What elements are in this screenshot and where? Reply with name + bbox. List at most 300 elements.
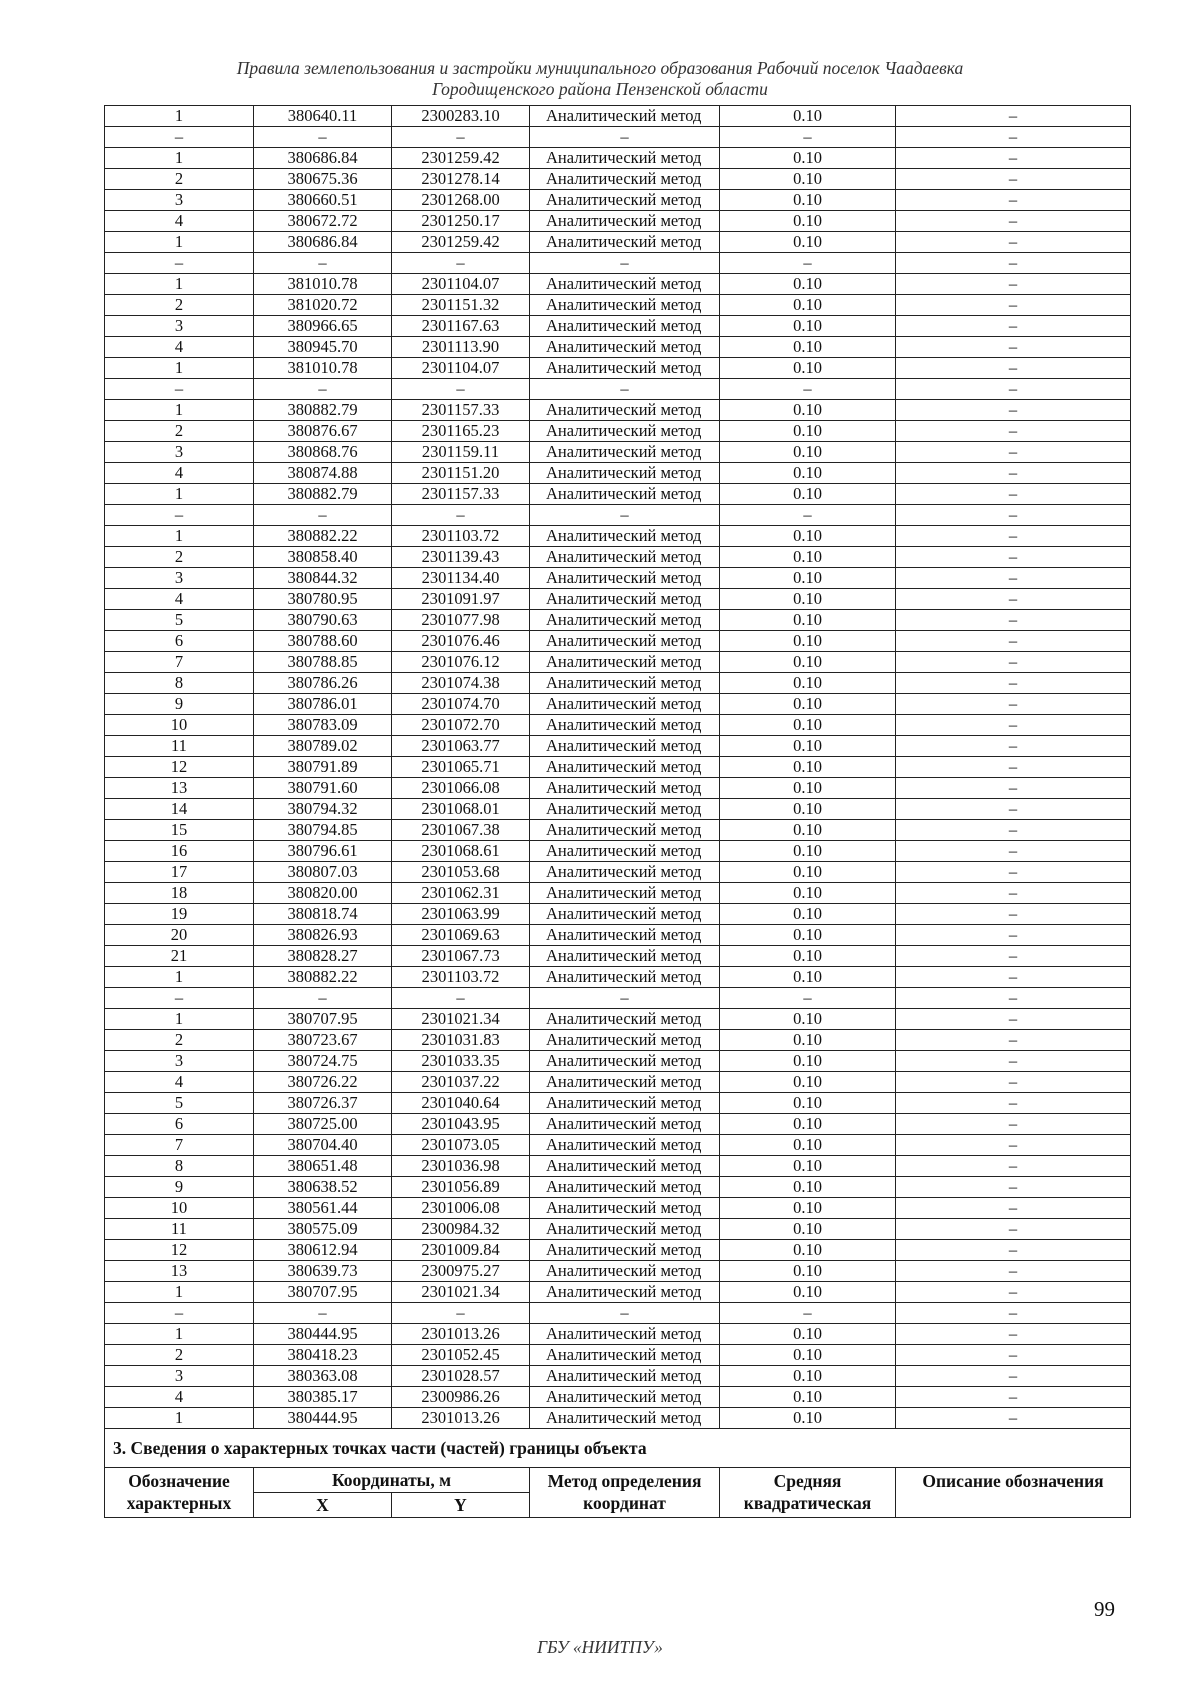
coord-y: 2301037.22 <box>392 1072 530 1093</box>
point-number: 1 <box>105 148 254 169</box>
rms-error: – <box>720 127 896 148</box>
point-number: 7 <box>105 1135 254 1156</box>
point-number: 11 <box>105 1219 254 1240</box>
coord-x: 380818.74 <box>254 904 392 925</box>
rms-error: 0.10 <box>720 1240 896 1261</box>
rms-error: – <box>720 253 896 274</box>
rms-error: 0.10 <box>720 1387 896 1408</box>
point-number: 1 <box>105 1408 254 1429</box>
table-row <box>105 904 1131 925</box>
description: – <box>896 1303 1131 1324</box>
header-rms: Средняя квадратическая <box>720 1468 896 1518</box>
table-row <box>105 1135 1131 1156</box>
rms-error: 0.10 <box>720 1345 896 1366</box>
coord-y: – <box>392 127 530 148</box>
coord-y: – <box>392 505 530 526</box>
method: Аналитический метод <box>530 1009 720 1030</box>
page-number: 99 <box>1094 1597 1115 1621</box>
rms-error: 0.10 <box>720 736 896 757</box>
method: Аналитический метод <box>530 316 720 337</box>
description: – <box>896 421 1131 442</box>
point-number: 3 <box>105 568 254 589</box>
rms-error: 0.10 <box>720 547 896 568</box>
coord-x: 380707.95 <box>254 1009 392 1030</box>
method: Аналитический метод <box>530 400 720 421</box>
description: – <box>896 358 1131 379</box>
rms-error: 0.10 <box>720 1198 896 1219</box>
table-row <box>105 400 1131 421</box>
coord-x: 380707.95 <box>254 1282 392 1303</box>
point-number: 11 <box>105 736 254 757</box>
table-row <box>105 1240 1131 1261</box>
method: Аналитический метод <box>530 820 720 841</box>
description: – <box>896 1387 1131 1408</box>
section-3 <box>105 1429 1131 1518</box>
table-row <box>105 988 1131 1009</box>
coord-x: 380686.84 <box>254 148 392 169</box>
coord-y: 2301068.01 <box>392 799 530 820</box>
coord-y: – <box>392 988 530 1009</box>
method: Аналитический метод <box>530 568 720 589</box>
description: – <box>896 799 1131 820</box>
table-row <box>105 1177 1131 1198</box>
point-number: 8 <box>105 1156 254 1177</box>
table-row <box>105 715 1131 736</box>
method: Аналитический метод <box>530 715 720 736</box>
coord-y: 2301006.08 <box>392 1198 530 1219</box>
coord-x: 380858.40 <box>254 547 392 568</box>
header-y: Y <box>392 1493 530 1518</box>
description: – <box>896 715 1131 736</box>
point-number: 2 <box>105 169 254 190</box>
coord-x: 380820.00 <box>254 883 392 904</box>
description: – <box>896 652 1131 673</box>
coord-x: 380675.36 <box>254 169 392 190</box>
coord-y: 2301073.05 <box>392 1135 530 1156</box>
description: – <box>896 1114 1131 1135</box>
point-number: 16 <box>105 841 254 862</box>
table-row <box>105 379 1131 400</box>
table-row <box>105 211 1131 232</box>
coord-x: 380418.23 <box>254 1345 392 1366</box>
point-number: 5 <box>105 1093 254 1114</box>
coord-x: 381010.78 <box>254 274 392 295</box>
coord-x: 380651.48 <box>254 1156 392 1177</box>
rms-error: 0.10 <box>720 484 896 505</box>
description: – <box>896 631 1131 652</box>
rms-error: 0.10 <box>720 589 896 610</box>
coord-x: 380786.01 <box>254 694 392 715</box>
rms-error: 0.10 <box>720 421 896 442</box>
method: Аналитический метод <box>530 1114 720 1135</box>
coord-x: 380788.85 <box>254 652 392 673</box>
coord-x: 380724.75 <box>254 1051 392 1072</box>
coord-y: 2301091.97 <box>392 589 530 610</box>
coord-y: 2300984.32 <box>392 1219 530 1240</box>
header-x: X <box>254 1493 392 1518</box>
table-row <box>105 1114 1131 1135</box>
table-row <box>105 505 1131 526</box>
point-number: – <box>105 988 254 1009</box>
rms-error: 0.10 <box>720 1408 896 1429</box>
description: – <box>896 379 1131 400</box>
header-method: Метод определения координат <box>530 1468 720 1518</box>
method: Аналитический метод <box>530 1135 720 1156</box>
coord-x: 380640.11 <box>254 106 392 127</box>
coord-y: 2301031.83 <box>392 1030 530 1051</box>
coord-x: 380966.65 <box>254 316 392 337</box>
rms-error: 0.10 <box>720 1114 896 1135</box>
point-number: 4 <box>105 463 254 484</box>
table-row <box>105 610 1131 631</box>
coord-x: 380672.72 <box>254 211 392 232</box>
coord-x: 380794.32 <box>254 799 392 820</box>
table-row <box>105 547 1131 568</box>
table-row <box>105 526 1131 547</box>
description: – <box>896 274 1131 295</box>
coord-y: 2301268.00 <box>392 190 530 211</box>
method: Аналитический метод <box>530 904 720 925</box>
table-row <box>105 1219 1131 1240</box>
description: – <box>896 1324 1131 1345</box>
point-number: 2 <box>105 547 254 568</box>
table-row <box>105 1093 1131 1114</box>
point-number: 1 <box>105 967 254 988</box>
point-number: 3 <box>105 1366 254 1387</box>
rms-error: 0.10 <box>720 295 896 316</box>
method: Аналитический метод <box>530 1282 720 1303</box>
coord-y: 2301066.08 <box>392 778 530 799</box>
point-number: 13 <box>105 1261 254 1282</box>
coord-x: 380363.08 <box>254 1366 392 1387</box>
point-number: 13 <box>105 778 254 799</box>
coord-y: 2301067.73 <box>392 946 530 967</box>
description: – <box>896 1345 1131 1366</box>
coord-y: 2301103.72 <box>392 967 530 988</box>
coord-y: 2301053.68 <box>392 862 530 883</box>
description: – <box>896 337 1131 358</box>
coord-x: 380874.88 <box>254 463 392 484</box>
method: Аналитический метод <box>530 1072 720 1093</box>
method: Аналитический метод <box>530 610 720 631</box>
coord-y: 2301151.32 <box>392 295 530 316</box>
coord-y: 2301159.11 <box>392 442 530 463</box>
coord-x: 380828.27 <box>254 946 392 967</box>
method: Аналитический метод <box>530 1093 720 1114</box>
description: – <box>896 820 1131 841</box>
coord-x: 380796.61 <box>254 841 392 862</box>
table-row <box>105 484 1131 505</box>
coord-x: 380882.22 <box>254 967 392 988</box>
coord-y: 2301069.63 <box>392 925 530 946</box>
point-number: 15 <box>105 820 254 841</box>
coord-y: 2301259.42 <box>392 148 530 169</box>
coord-x: 380807.03 <box>254 862 392 883</box>
coord-y: 2300986.26 <box>392 1387 530 1408</box>
coord-x: 380945.70 <box>254 337 392 358</box>
table-row <box>105 1345 1131 1366</box>
description: – <box>896 946 1131 967</box>
table-row <box>105 631 1131 652</box>
coord-x: 380780.95 <box>254 589 392 610</box>
rms-error: – <box>720 1303 896 1324</box>
rms-error: 0.10 <box>720 190 896 211</box>
point-number: 1 <box>105 232 254 253</box>
coord-x: 380723.67 <box>254 1030 392 1051</box>
coord-y: 2301033.35 <box>392 1051 530 1072</box>
description: – <box>896 1408 1131 1429</box>
point-number: 2 <box>105 1345 254 1366</box>
point-number: 1 <box>105 484 254 505</box>
rms-error: – <box>720 988 896 1009</box>
description: – <box>896 1261 1131 1282</box>
rms-error: 0.10 <box>720 1219 896 1240</box>
table-row <box>105 316 1131 337</box>
coord-y: 2301013.26 <box>392 1408 530 1429</box>
table-row <box>105 673 1131 694</box>
description: – <box>896 211 1131 232</box>
table-row <box>105 127 1131 148</box>
coord-x: 380876.67 <box>254 421 392 442</box>
coord-x: 380704.40 <box>254 1135 392 1156</box>
table-row <box>105 169 1131 190</box>
point-number: 4 <box>105 1072 254 1093</box>
table-row <box>105 232 1131 253</box>
coord-y: – <box>392 379 530 400</box>
table-row <box>105 358 1131 379</box>
description: – <box>896 1072 1131 1093</box>
point-number: 19 <box>105 904 254 925</box>
table-row <box>105 1030 1131 1051</box>
description: – <box>896 1282 1131 1303</box>
point-number: 4 <box>105 337 254 358</box>
coord-y: 2301157.33 <box>392 484 530 505</box>
point-number: – <box>105 127 254 148</box>
rms-error: 0.10 <box>720 316 896 337</box>
method: Аналитический метод <box>530 736 720 757</box>
table-row <box>105 1156 1131 1177</box>
method: Аналитический метод <box>530 862 720 883</box>
method: Аналитический метод <box>530 799 720 820</box>
table-row <box>105 820 1131 841</box>
method: Аналитический метод <box>530 1261 720 1282</box>
point-number: 1 <box>105 400 254 421</box>
coord-x: 380638.52 <box>254 1177 392 1198</box>
description: – <box>896 505 1131 526</box>
method: Аналитический метод <box>530 1051 720 1072</box>
coord-y: 2301167.63 <box>392 316 530 337</box>
point-number: 20 <box>105 925 254 946</box>
point-number: – <box>105 505 254 526</box>
method: Аналитический метод <box>530 967 720 988</box>
method: Аналитический метод <box>530 841 720 862</box>
coord-y: 2301072.70 <box>392 715 530 736</box>
coord-x: 380783.09 <box>254 715 392 736</box>
point-number: 4 <box>105 1387 254 1408</box>
description: – <box>896 1051 1131 1072</box>
description: – <box>896 295 1131 316</box>
point-number: 18 <box>105 883 254 904</box>
table-row <box>105 1051 1131 1072</box>
coord-y: 2301036.98 <box>392 1156 530 1177</box>
rms-error: 0.10 <box>720 946 896 967</box>
coord-x: 380788.60 <box>254 631 392 652</box>
header-description: Описание обозначения <box>896 1468 1131 1518</box>
rms-error: 0.10 <box>720 1009 896 1030</box>
header-coordinates: Координаты, м <box>254 1468 530 1493</box>
coord-y: 2301009.84 <box>392 1240 530 1261</box>
coord-y: 2301077.98 <box>392 610 530 631</box>
method: Аналитический метод <box>530 694 720 715</box>
coordinates-table <box>104 105 1131 1518</box>
coord-x: 380790.63 <box>254 610 392 631</box>
coord-y: 2301040.64 <box>392 1093 530 1114</box>
method: Аналитический метод <box>530 484 720 505</box>
coord-y: 2301134.40 <box>392 568 530 589</box>
rms-error: – <box>720 505 896 526</box>
coord-x: 380786.26 <box>254 673 392 694</box>
rms-error: 0.10 <box>720 463 896 484</box>
rms-error: 0.10 <box>720 673 896 694</box>
method: Аналитический метод <box>530 673 720 694</box>
coord-x: 380686.84 <box>254 232 392 253</box>
rms-error: 0.10 <box>720 631 896 652</box>
method: Аналитический метод <box>530 1156 720 1177</box>
coord-y: 2301074.70 <box>392 694 530 715</box>
coord-x: – <box>254 1303 392 1324</box>
description: – <box>896 232 1131 253</box>
description: – <box>896 316 1131 337</box>
document-footer: ГБУ «НИИТПУ» <box>537 1637 663 1657</box>
coord-x: 380789.02 <box>254 736 392 757</box>
description: – <box>896 568 1131 589</box>
point-number: 1 <box>105 358 254 379</box>
method: – <box>530 1303 720 1324</box>
rms-error: 0.10 <box>720 778 896 799</box>
point-number: 1 <box>105 1009 254 1030</box>
rms-error: 0.10 <box>720 610 896 631</box>
method: Аналитический метод <box>530 757 720 778</box>
rms-error: 0.10 <box>720 1093 896 1114</box>
method: Аналитический метод <box>530 274 720 295</box>
coord-x: 380660.51 <box>254 190 392 211</box>
coord-y: 2301021.34 <box>392 1282 530 1303</box>
point-number: 8 <box>105 673 254 694</box>
method: Аналитический метод <box>530 1177 720 1198</box>
description: – <box>896 400 1131 421</box>
description: – <box>896 484 1131 505</box>
coord-y: 2300975.27 <box>392 1261 530 1282</box>
method: Аналитический метод <box>530 442 720 463</box>
coord-y: 2300283.10 <box>392 106 530 127</box>
rms-error: 0.10 <box>720 1177 896 1198</box>
method: Аналитический метод <box>530 883 720 904</box>
coord-x: 380882.22 <box>254 526 392 547</box>
point-number: – <box>105 1303 254 1324</box>
point-number: 17 <box>105 862 254 883</box>
description: – <box>896 253 1131 274</box>
method: Аналитический метод <box>530 589 720 610</box>
rms-error: 0.10 <box>720 925 896 946</box>
description: – <box>896 1366 1131 1387</box>
coord-y: 2301068.61 <box>392 841 530 862</box>
rms-error: 0.10 <box>720 211 896 232</box>
coord-x: 380575.09 <box>254 1219 392 1240</box>
rms-error: 0.10 <box>720 232 896 253</box>
description: – <box>896 463 1131 484</box>
rms-error: 0.10 <box>720 1261 896 1282</box>
description: – <box>896 589 1131 610</box>
coord-y: 2301074.38 <box>392 673 530 694</box>
method: Аналитический метод <box>530 211 720 232</box>
table-row <box>105 1366 1131 1387</box>
table-row <box>105 568 1131 589</box>
table-row <box>105 799 1131 820</box>
description: – <box>896 190 1131 211</box>
coord-x: 380826.93 <box>254 925 392 946</box>
description: – <box>896 106 1131 127</box>
description: – <box>896 547 1131 568</box>
header-line-2: Городищенского района Пензенской области <box>432 79 768 99</box>
table-row <box>105 442 1131 463</box>
method: Аналитический метод <box>530 337 720 358</box>
description: – <box>896 1030 1131 1051</box>
method: – <box>530 253 720 274</box>
table-row <box>105 883 1131 904</box>
method: Аналитический метод <box>530 1198 720 1219</box>
description: – <box>896 988 1131 1009</box>
point-number: 2 <box>105 421 254 442</box>
point-number: 12 <box>105 1240 254 1261</box>
method: Аналитический метод <box>530 463 720 484</box>
description: – <box>896 442 1131 463</box>
point-number: 12 <box>105 757 254 778</box>
point-number: 4 <box>105 589 254 610</box>
table-row <box>105 862 1131 883</box>
coord-x: 380791.89 <box>254 757 392 778</box>
method: Аналитический метод <box>530 421 720 442</box>
table-row <box>105 1198 1131 1219</box>
coord-x: 380385.17 <box>254 1387 392 1408</box>
table-row <box>105 337 1131 358</box>
rms-error: 0.10 <box>720 1366 896 1387</box>
rms-error: 0.10 <box>720 862 896 883</box>
document-header <box>0 58 1200 100</box>
description: – <box>896 925 1131 946</box>
rms-error: 0.10 <box>720 883 896 904</box>
method: Аналитический метод <box>530 1240 720 1261</box>
description: – <box>896 841 1131 862</box>
point-number: 9 <box>105 1177 254 1198</box>
rms-error: 0.10 <box>720 652 896 673</box>
description: – <box>896 1156 1131 1177</box>
rms-error: 0.10 <box>720 106 896 127</box>
coord-y: 2301013.26 <box>392 1324 530 1345</box>
rms-error: 0.10 <box>720 526 896 547</box>
coord-x: 380791.60 <box>254 778 392 799</box>
rms-error: 0.10 <box>720 148 896 169</box>
method: Аналитический метод <box>530 547 720 568</box>
coord-y: 2301157.33 <box>392 400 530 421</box>
description: – <box>896 127 1131 148</box>
coord-x: 380882.79 <box>254 400 392 421</box>
point-number: 1 <box>105 106 254 127</box>
method: Аналитический метод <box>530 1387 720 1408</box>
table-row <box>105 1261 1131 1282</box>
description: – <box>896 883 1131 904</box>
description: – <box>896 1198 1131 1219</box>
rms-error: 0.10 <box>720 1324 896 1345</box>
